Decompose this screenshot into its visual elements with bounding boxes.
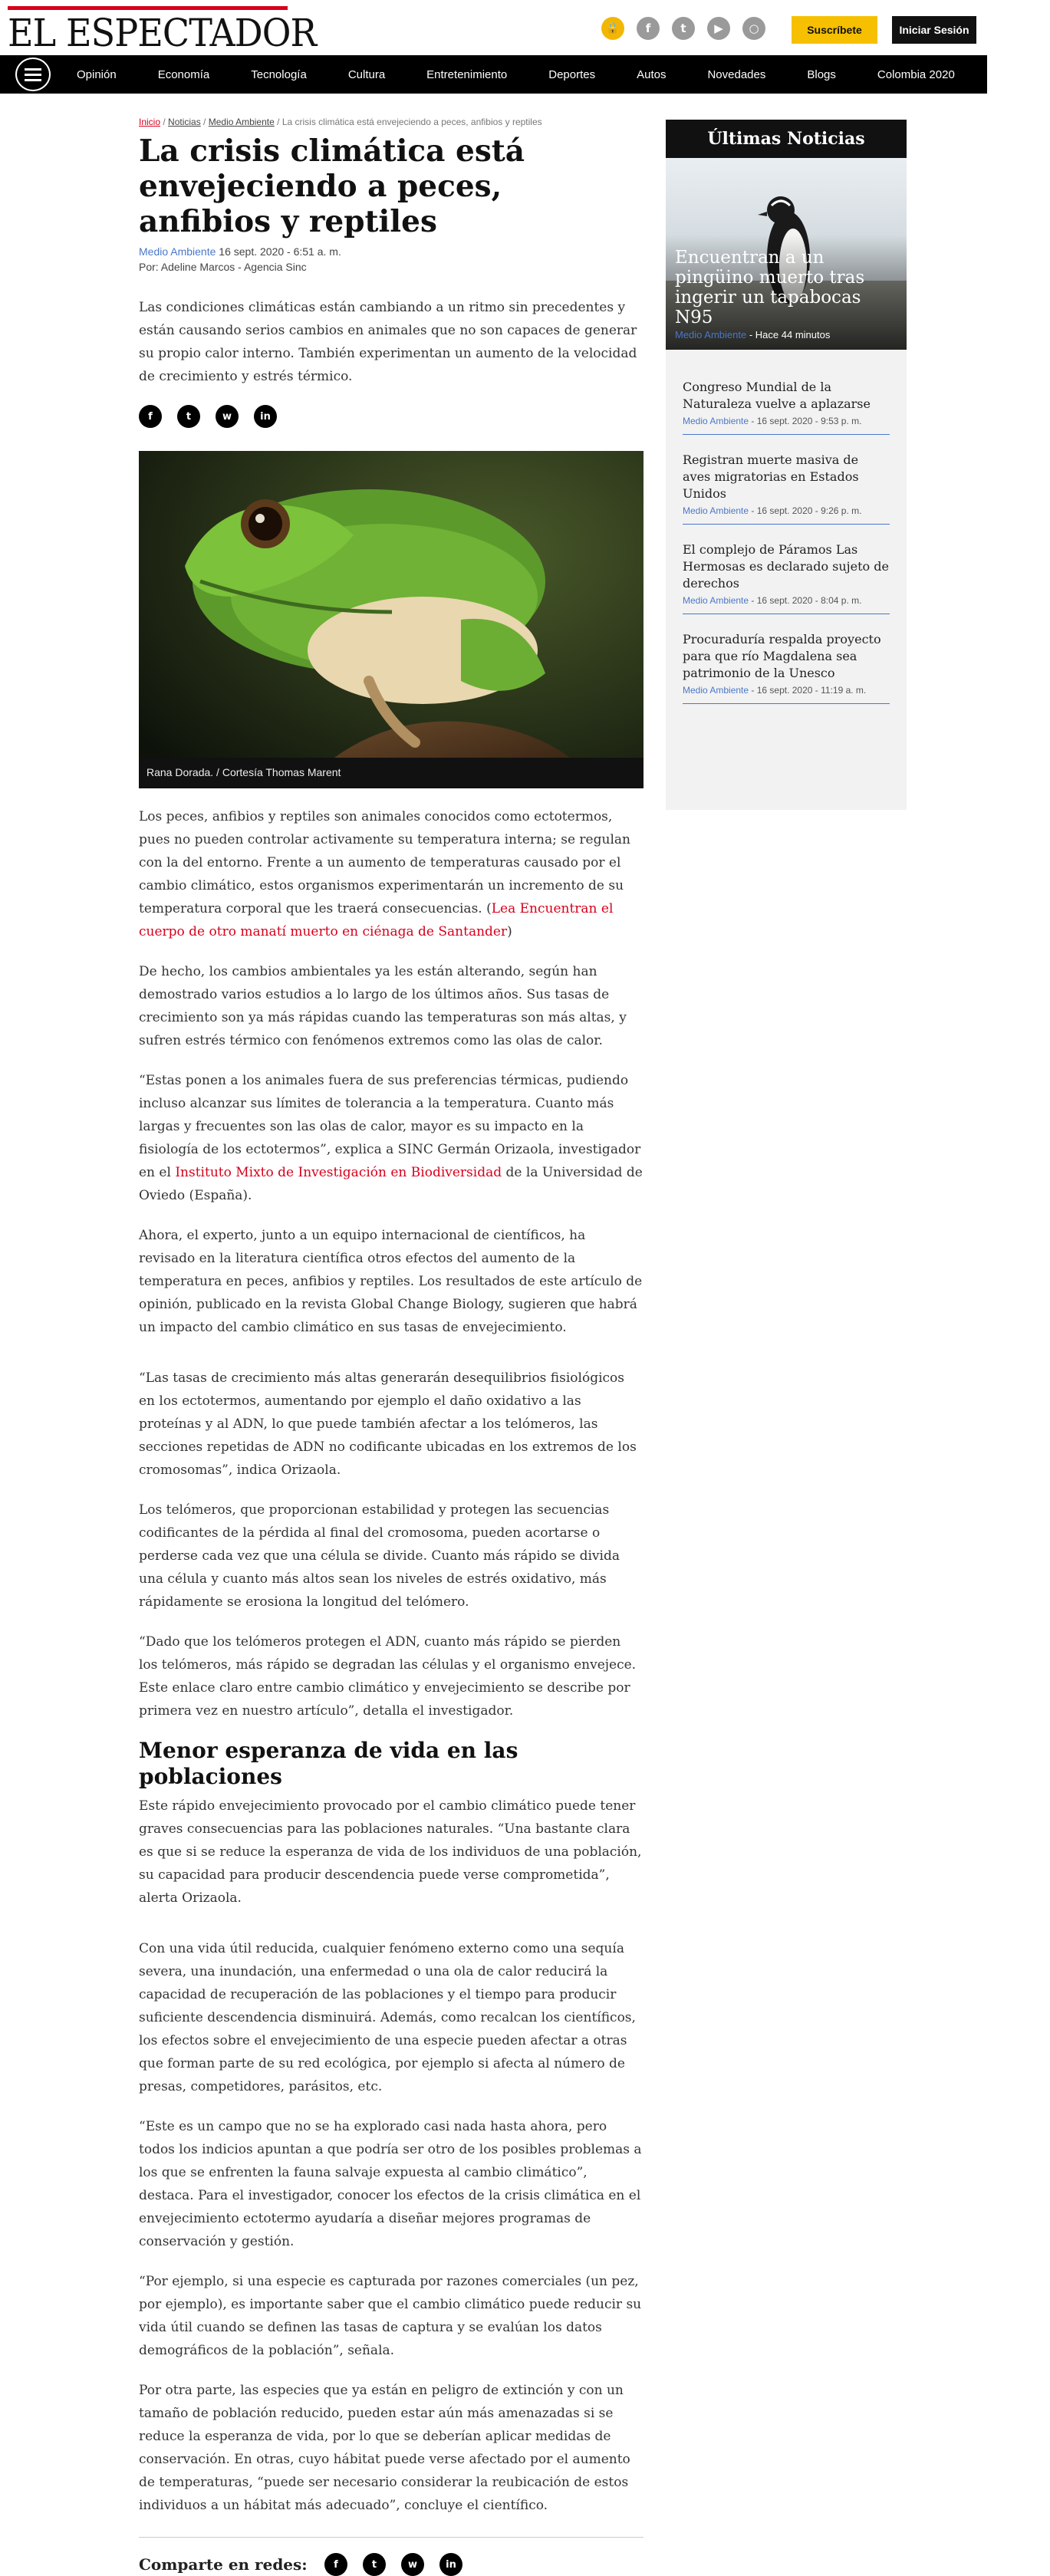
news-section[interactable]: Medio Ambiente	[683, 685, 749, 696]
paragraph: “Este es un campo que no se ha explorado casi nada hasta ahora, pero todos los indicios apuntan a que podría ser otro de los posibles problemas a los que se enfrenten la fauna salvaje expuesta al cambio climático”, destaca. Para el investigador, conocer los efectos de la crisis climática en el envejecimiento ectotermo ayudaría a diseñar mejores programas de conservación y gestión.	[139, 2119, 642, 2249]
paragraph-text: Los peces, anfibios y reptiles son animales conocidos como ectotermos, pues no pueden controlar activamente su temperatura interna; se regulan con la del entorno. Frente a un aumento de temperaturas causado por el cambio climático, estos organismos experimentarán un incremento de su temperatura corporal que les traerá consecuencias. (	[139, 809, 630, 916]
logo-accent-line	[8, 6, 288, 10]
news-date: - 16 sept. 2020 - 9:53 p. m.	[749, 416, 862, 426]
related-link[interactable]: Lea Encuentran el cuerpo de otro manatí muerto en ciénaga de Santander	[139, 901, 614, 939]
news-title[interactable]: Procuraduría respalda proyecto para que río Magdalena sea patrimonio de la Unesco	[683, 632, 881, 680]
breadcrumb-noticias[interactable]: Noticias	[168, 117, 201, 127]
nav-item-novedades[interactable]: Novedades	[707, 67, 766, 81]
paragraph-text: )	[507, 924, 512, 939]
featured-news-time: - Hace 44 minutos	[746, 329, 831, 341]
paragraph-text: de la Universidad de Oviedo (España).	[139, 1165, 643, 1203]
lock-icon[interactable]: 🔒	[601, 17, 624, 40]
nav-item-blogs[interactable]: Blogs	[807, 67, 836, 81]
list-item[interactable]	[683, 534, 890, 614]
instagram-icon[interactable]: ○	[742, 17, 765, 40]
breadcrumb-sep: /	[200, 117, 209, 127]
paragraph: Por otra parte, las especies que ya están en peligro de extinción y con un tamaño de población reducido, pueden estar aún más amenazadas si se reduce la esperanza de vida, por lo que se deberían aplicar medidas de conservación. En otras, cuyo hábitat puede verse afectado por el aumento de temperaturas, “puede ser necesario considerar la reubicación de estos individuos a un hábitat más adecuado”, concluye el científico.	[139, 2383, 630, 2513]
article-lead: Las condiciones climáticas están cambiando a un ritmo sin precedentes y están causando serios cambios en animales que no son capaces de generar su propio calor interno. También experimentan un aumento de la velocidad de crecimiento y estrés térmico.	[139, 300, 637, 384]
featured-news-section[interactable]: Medio Ambiente	[675, 329, 747, 341]
breadcrumb-sep: /	[274, 117, 282, 127]
paragraph: “Por ejemplo, si una especie es capturada por razones comerciales (un pez, por ejemplo), es importante saber que el cambio climático puede reducir su vida útil cuando se definen las tasas de captura y se evalúan los datos demográficos de la población”, señala.	[139, 2274, 642, 2358]
divider	[139, 2537, 643, 2538]
paragraph: Este rápido envejecimiento provocado por el cambio climático puede tener graves consecuencias para las poblaciones naturales. “Una bastante clara es que si se reduce la esperanza de vida de los individuos de una población, su capacidad para producir descendencia puede verse comprometida”, alerta Orizaola.	[139, 1798, 642, 1906]
whatsapp-icon[interactable]: w	[401, 2553, 424, 2576]
paragraph-text: “Estas ponen a los animales fuera de sus preferencias térmicas, pudiendo incluso alcanzar sus límites de tolerancia a la temperatura. Cuanto más largas y frecuentes son las olas de calor, mayor es su impacto en la fisiología de los ectotermos”, explica a SINC Germán Orizaola, investigador en el	[139, 1073, 641, 1180]
breadcrumb	[139, 117, 643, 129]
share-icons-top	[139, 405, 643, 428]
paragraph: Ahora, el experto, junto a un equipo internacional de científicos, ha revisado en la literatura científica otros efectos del aumento de la temperatura en peces, anfibios y reptiles. Los resultados de este artículo de opinión, publicado en la revista Global Change Biology, sugieren que habrá un impacto del cambio climático en sus tasas de envejecimiento.	[139, 1228, 643, 1335]
news-date: - 16 sept. 2020 - 9:26 p. m.	[749, 505, 862, 516]
news-date: - 16 sept. 2020 - 11:19 a. m.	[749, 685, 867, 696]
breadcrumb-current: La crisis climática está envejeciendo a peces, anfibios y reptiles	[281, 117, 542, 127]
frog-illustration	[139, 451, 643, 788]
share-footer-label: Comparte en redes:	[139, 2555, 308, 2574]
page-title: La crisis climática está envejeciendo a peces, anfibios y reptiles	[139, 133, 525, 239]
facebook-icon[interactable]: f	[637, 17, 660, 40]
news-meta	[683, 414, 890, 428]
linkedin-icon[interactable]: in	[254, 405, 277, 428]
nav-item-autos[interactable]: Autos	[637, 67, 667, 81]
news-meta	[683, 594, 890, 607]
nav-item-economia[interactable]: Economía	[157, 67, 210, 81]
paragraph: “Dado que los telómeros protegen el ADN, cuanto más rápido se pierden los telómeros, más rápido se degradan las células y el organismo envejece. Este enlace claro entre cambio climático y envejecimiento se describe por primera vez en nuestro artículo”, detalla el investigador.	[139, 1634, 637, 1719]
news-title[interactable]: Registran muerte masiva de aves migratorias en Estados Unidos	[683, 452, 859, 501]
share-icons-bottom	[324, 2553, 462, 2576]
facebook-icon[interactable]: f	[324, 2553, 347, 2576]
featured-news-text	[675, 248, 897, 341]
news-section[interactable]: Medio Ambiente	[683, 595, 749, 606]
whatsapp-icon[interactable]: w	[216, 405, 239, 428]
news-meta	[683, 504, 890, 518]
article-section-link[interactable]: Medio Ambiente	[139, 245, 216, 258]
linkedin-icon[interactable]: in	[439, 2553, 462, 2576]
latest-news-sidebar	[666, 120, 907, 810]
nav-item-opinion[interactable]: Opinión	[77, 67, 117, 81]
article-image	[139, 451, 643, 788]
section-heading: Menor esperanza de vida en las poblaciones	[139, 1738, 518, 1789]
login-button[interactable]: Iniciar Sesión	[892, 16, 976, 44]
list-item[interactable]	[683, 371, 890, 435]
twitter-icon[interactable]: t	[672, 17, 695, 40]
news-title[interactable]: El complejo de Páramos Las Hermosas es declarado sujeto de derechos	[683, 542, 889, 591]
breadcrumb-sep: /	[160, 117, 169, 127]
news-meta	[683, 683, 890, 697]
sidebar-news-list	[666, 350, 907, 704]
article-date: 16 sept. 2020 - 6:51 a. m.	[219, 245, 341, 258]
facebook-icon[interactable]: f	[139, 405, 162, 428]
news-date: - 16 sept. 2020 - 8:04 p. m.	[749, 595, 862, 606]
featured-news[interactable]	[666, 158, 907, 350]
featured-news-meta	[675, 329, 897, 341]
news-section[interactable]: Medio Ambiente	[683, 505, 749, 516]
nav-item-deportes[interactable]: Deportes	[548, 67, 596, 81]
nav-item-tecnologia[interactable]: Tecnología	[251, 67, 307, 81]
breadcrumb-medio-ambiente[interactable]: Medio Ambiente	[208, 117, 275, 127]
article	[139, 117, 643, 2576]
nav-item-cultura[interactable]: Cultura	[347, 67, 386, 81]
share-footer	[139, 2553, 643, 2576]
hamburger-menu-icon[interactable]	[15, 58, 51, 91]
list-item[interactable]	[683, 444, 890, 525]
twitter-icon[interactable]: t	[177, 405, 200, 428]
nav-item-cr[interactable]: Cr	[996, 67, 1009, 81]
site-header	[0, 0, 987, 55]
paragraph	[139, 1069, 643, 1207]
institute-link[interactable]: Instituto Mixto de Investigación en Biodiversidad	[175, 1165, 502, 1180]
paragraph	[139, 805, 643, 943]
breadcrumb-home[interactable]: Inicio	[139, 117, 161, 127]
featured-news-title[interactable]: Encuentran a un pingüino muerto tras ingerir un tapabocas N95	[675, 248, 865, 327]
article-meta	[139, 245, 643, 258]
article-byline: Por: Adeline Marcos - Agencia Sinc	[139, 261, 307, 273]
nav-item-colombia-2020[interactable]: Colombia 2020	[877, 67, 955, 81]
youtube-icon[interactable]: ▶	[707, 17, 730, 40]
image-caption: Rana Dorada. / Cortesía Thomas Marent	[139, 758, 643, 788]
paragraph: “Las tasas de crecimiento más altas generarán desequilibrios fisiológicos en los ectotermos, aumentando por ejemplo el daño oxidativo a las proteínas y al ADN, lo que puede también afectar a los telómeros, las secciones repetidas de ADN no codificante ubicadas en los extremos de los cromosomas”, indica Orizaola.	[139, 1370, 637, 1478]
paragraph: Los telómeros, que proporcionan estabilidad y protegen las secuencias codificantes de la pérdida al final del cromosoma, pueden acortarse o perderse cada vez que una célula se divide. Cuanto más rápido se divida una célula y cuanto más altos sean los niveles de estrés oxidativo, más rápidamente se erosiona la longitud del telómero.	[139, 1502, 620, 1610]
article-body	[139, 805, 643, 2517]
paragraph: De hecho, los cambios ambientales ya les están alterando, según han demostrado varios estudios a lo largo de los últimos años. Sus tasas de crecimiento son ya más rápidas cuando las temperaturas son más altas, y sufren estrés térmico con fenómenos extremos como las olas de calor.	[139, 964, 627, 1048]
list-item[interactable]	[683, 623, 890, 704]
main-nav	[0, 55, 1009, 94]
header-icons	[601, 17, 765, 40]
site-logo[interactable]: EL ESPECTADOR	[8, 11, 317, 55]
subscribe-button[interactable]: Suscríbete	[792, 16, 877, 44]
news-section[interactable]: Medio Ambiente	[683, 416, 749, 426]
twitter-icon[interactable]: t	[363, 2553, 386, 2576]
paragraph: Con una vida útil reducida, cualquier fenómeno externo como una sequía severa, una inundación, una enfermedad o una ola de calor reducirá la capacidad de recuperación de las poblaciones y el tiempo para producir suficiente descendencia disminuirá. Además, como recalcan los científicos, los efectos sobre el envejecimiento de una especie pueden afectar a otras que forman parte de su red ecológica, por ejemplo si afecta al número de presas, competidores, parásitos, etc.	[139, 1941, 636, 2094]
sidebar-heading: Últimas Noticias	[666, 120, 907, 158]
nav-item-entretenimiento[interactable]: Entretenimiento	[426, 67, 508, 81]
news-title[interactable]: Congreso Mundial de la Naturaleza vuelve a aplazarse	[683, 380, 871, 411]
